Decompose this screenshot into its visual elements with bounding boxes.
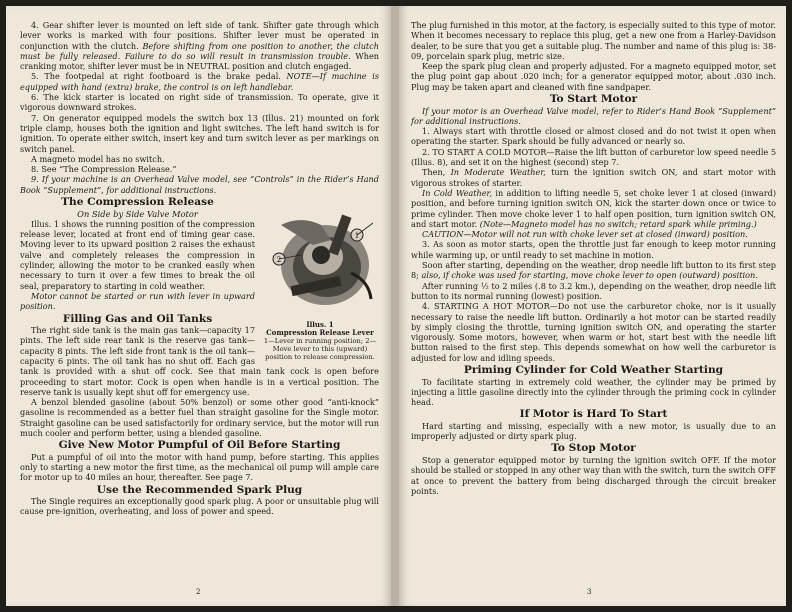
para-stop-motor: Stop a generator equipped motor by turning the ignition switch OFF. If the motor should be stalled or stopped in any other way than with the switch, turn the switch OFF at once to prevent the battery from being discharged through the circuit breaker points. [411, 454, 776, 496]
para-compression-warning: Motor cannot be started or run with lever in upward position. [20, 290, 255, 312]
para-priming: To facilitate starting in extremely cold weather, the cylinder may be primed by injecting a little gasoline directly into the cylinder through the priming cock in cylinder head. [411, 376, 776, 408]
para-compression-body: Illus. 1 shows the running position of the compression release lever, located at front end of timing gear case. Moving lever to its upward position 2 raises the exhaust valve and completely releases the compression in cylinder, allowing the motor to be cranked easily when necessary to turn it over a few times to break the oil seal, preparatory to starting in cold weather. [20, 218, 255, 291]
figure-caption: 1—Lever in running position; 2—Move lever to this (upward) position to release compression. [263, 337, 377, 361]
para-plug-furnished: The plug furnished in this motor, at the factory, is especially suited to this type of motor. When it becomes necessary to replace this plug, get a new one from a Harley-Davidson dealer, to be sure that you get a suitable plug. The number and name of this plug is: 38-09, porcelain spark plug, metric size. [411, 20, 776, 61]
para-spark-plug: The Single requires an exceptionally good spark plug. A poor or unsuitable plug will cause pre-ignition, overheating, and loss of power and speed. [20, 496, 379, 517]
heading-compression-release: The Compression Release [61, 196, 214, 209]
subheading-side-valve: On Side by Side Valve Motor [77, 208, 198, 219]
para-gear-shifter: 4. Gear shifter lever is mounted on left side of tank. Shifter gate through which lever works is marked with four positions. Shifter lever must be operated in conjunction with the clutch. Before shifting from one position to another, the clutch must be fully released. Failure to do so will result in transmission trouble. When cranking motor, shifter lever must be in NEUTRAL position and clutch engaged. [20, 20, 379, 72]
para-hard-to-start: Hard starting and missing, especially with a new motor, is usually due to an improperly adjusted or dirty spark plug. [411, 420, 776, 442]
para-cold-weather: In Cold Weather, in addition to lifting needle 5, set choke lever 1 at closed (inward) position, and before turning ignition switch ON, kick the starter down once or twice to prime cylinder. Then move choke lever 1 to half open position, turn ignition switch ON, and start motor. (Note—Magneto model has no switch; retard spark while priming.) [411, 187, 777, 229]
para-start-step-1: 1. Always start with throttle closed or almost closed and do not twist it open when operating the starter. Spark should be fully advanced or nearly so. [411, 126, 776, 147]
para-moderate-weather: Then, In Moderate Weather, turn the ignition switch ON, and start motor with vigorous strokes of starter. [411, 167, 776, 188]
book-gutter [391, 6, 399, 606]
page-number-right: 3 [587, 588, 592, 596]
para-start-step-2: 2. TO START A COLD MOTOR—Raise the lift button of carburetor low speed needle 5 (Illus. 8), and set it on the highest (second) step 7. [411, 146, 776, 168]
figure-subtitle: Compression Release Lever [266, 328, 374, 338]
heading-priming-cylinder: Priming Cylinder for Cold Weather Starting [463, 364, 724, 376]
heading-filling-tanks: Filling Gas and Oil Tanks [62, 312, 213, 325]
para-start-step-3: 3. As soon as motor starts, open the throttle just far enough to keep motor running while warming up, or until ready to set machine in motion. [411, 239, 776, 260]
para-brake-pedal: 5. The footpedal at right footboard is the brake pedal. NOTE—If machine is equipped with hand (extra) brake, the control is on left handlebar. [20, 71, 380, 92]
heading-start-motor: To Start Motor [549, 93, 638, 106]
right-page [399, 6, 786, 606]
heading-pumpful-oil: Give New Motor Pumpful of Oil Before Starting [58, 439, 341, 452]
para-start-ohv: If your motor is an Overhead Valve model, refer to Rider’s Hand Book “Supplement” for additional instructions. [411, 105, 776, 126]
figure-label-1: 1 [354, 232, 360, 241]
para-start-step-4: 4. STARTING A HOT MOTOR—Do not use the carburetor choke, nor is it usually necessary to raise the needle lift button. Ordinarily a hot motor can be started readily by simply closing the throttle, turning ignition switch ON, and operating the starter vigorously. Some motors, however, when warm or hot, start best with the needle lift button raised to the first step. This depends somewhat on how well the carburetor is adjusted for low and idling speeds. [411, 301, 776, 363]
para-pumpful: Put a pumpful of oil into the motor with hand pump, before starting. This applies only to starting a new motor the first time, as the mechanical oil pump will ample care for motor up to 40 miles an hour, thereafter. See page 7. [20, 451, 379, 483]
para-after-running: After running ½ to 2 miles (.8 to 3.2 km.), depending on the weather, drop needle lift button to its normal running (lowest) position. [411, 280, 776, 301]
para-ohv-controls: 9. If your machine is an Overhead Valve model, see “Controls” in the Rider’s Hand Book “Supplement”, for additional instructions. [20, 174, 379, 195]
heading-spark-plug: Use the Recommended Spark Plug [96, 483, 303, 496]
para-switch-box: 7. On generator equipped models the switch box 13 (Illus. 21) mounted on fork triple clamp, houses both the ignition and light switches. The left hand switch is for ignition. To operate either switch, insert key and turn switch lever as per markings on switch panel. [20, 112, 379, 154]
compression-release-figure [261, 195, 379, 361]
para-needle-first-step: Soon after starting, depending on the weather, drop needle lift button to its first step 8; also, if choke was used for starting, move choke lever to open (outward) position. [411, 260, 776, 281]
para-magneto: A magneto model has no switch. [31, 153, 165, 164]
para-plug-clean: Keep the spark plug clean and properly adjusted. For a magneto equipped motor, set the plug point gap about .020 inch; for a generator equipped motor, about .030 inch. Plug may be taken apart and cleaned with fine sandpaper. [411, 61, 776, 92]
para-see-compression: 8. See “The Compression Release.” [31, 164, 177, 175]
left-page [6, 6, 391, 606]
heading-stop-motor: To Stop Motor [551, 442, 636, 455]
heading-hard-to-start: If Motor is Hard To Start [519, 408, 668, 421]
figure-title: Illus. 1 [306, 320, 334, 330]
para-kick-starter: 6. The kick starter is located on right side of transmission. To operate, give it vigorous downward strokes. [20, 92, 379, 113]
compression-lever-illustration [261, 195, 379, 313]
para-choke-caution: CAUTION—Motor will not run with choke lever set at closed (inward) position. [422, 229, 748, 240]
page-number-left: 2 [196, 588, 201, 596]
figure-label-2: 2 [276, 256, 282, 265]
para-filling-body: The right side tank is the main gas tank—capacity 17 pints. The left side rear tank is the reserve gas tank—capacity 8 pints. The left side front tank is the oil tank—capacity 6 pints. The oil tank has no shut off. Each gas tank is provided with a shut off cock. See that main tank cock is open before proceeding to start motor. Cock is open when handle is in a vertical position. The reserve tank is usually kept shut off for emergency use. [20, 325, 379, 397]
para-benzol: A benzol blended gasoline (about 50% benzol) or some other good “anti-knock” gasoline is recommended as a better fuel than straight gasoline for the Single motor. Straight gasoline can be used satisfactorily for ordinary service, but the motor will run much cooler and perform better, using a blended gasoline. [20, 397, 379, 438]
